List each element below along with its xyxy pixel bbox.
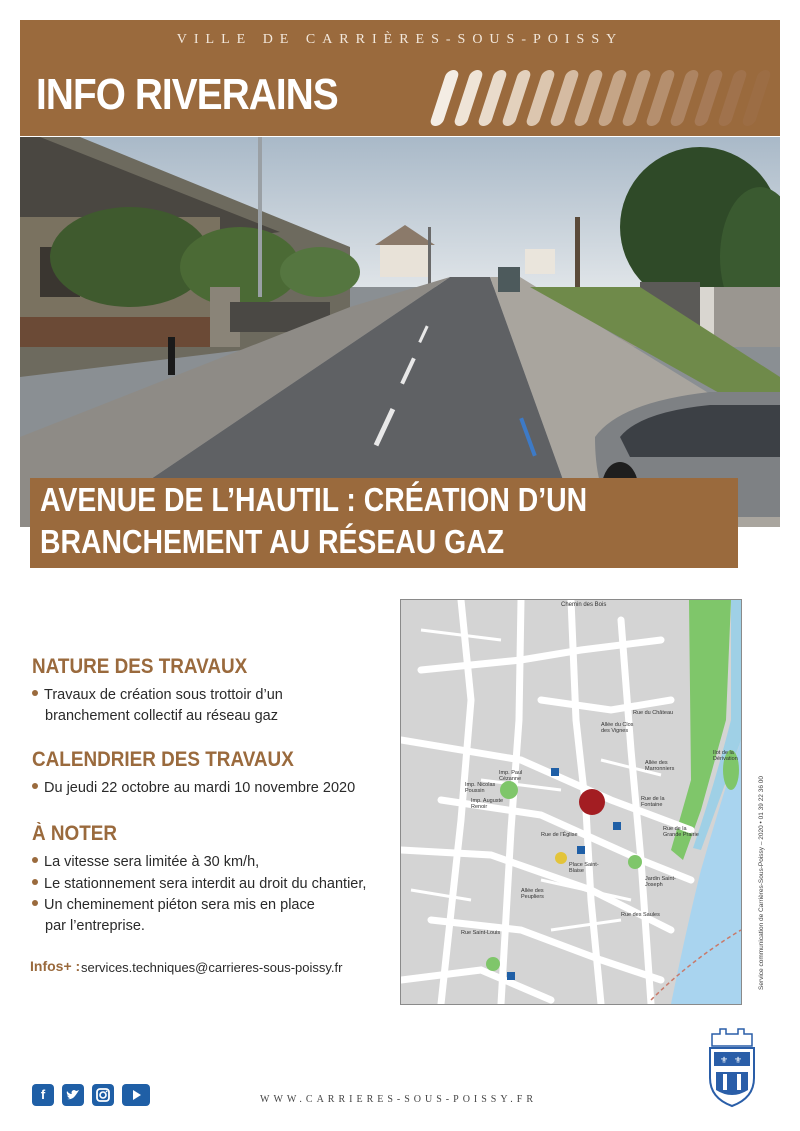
city-name: VILLE DE CARRIÈRES-SOUS-POISSY <box>176 32 624 47</box>
bullet-dot <box>32 783 38 789</box>
street-photo <box>20 137 780 527</box>
infos-label: Infos+ : <box>30 958 81 974</box>
parking-note: Le stationnement sera interdit au droit du chantier, <box>44 876 367 892</box>
map-label-7: Place Saint-Blaise <box>569 862 599 874</box>
nature-heading: NATURE DES TRAVAUX <box>32 655 248 678</box>
map-label-12: Rue de l'Église <box>541 832 578 838</box>
info-riverains-title: INFO RIVERAINS <box>36 70 338 119</box>
map-label-1: Allée du Clos des Vignes <box>601 722 634 734</box>
calendar-heading: CALENDRIER DES TRAVAUX <box>32 748 294 771</box>
city-crest-logo <box>706 1026 758 1108</box>
decorative-stripes <box>420 66 780 128</box>
svg-text:⚜: ⚜ <box>734 1056 743 1066</box>
headline-box <box>30 478 738 568</box>
headline-line-1: AVENUE DE L’HAUTIL : CRÉATION D’UN <box>40 481 588 518</box>
calendar-dates: Du jeudi 22 octobre au mardi 10 novembre 2020 <box>44 780 356 796</box>
header-banner <box>20 20 780 136</box>
youtube-icon[interactable] <box>122 1084 150 1106</box>
bullet-dot <box>32 879 38 885</box>
bullet-dot <box>32 900 38 906</box>
nature-bullet <box>32 687 283 703</box>
map-label-5: Allée des Marronniers <box>645 760 675 772</box>
headline-line-2: BRANCHEMENT AU RÉSEAU GAZ <box>40 523 505 560</box>
notes-bullet-1 <box>32 854 259 870</box>
location-map[interactable] <box>400 599 742 1005</box>
map-label-14: Rue Saint-Louis <box>461 930 501 936</box>
bullet-dot <box>32 857 38 863</box>
facebook-icon[interactable]: f <box>32 1084 54 1106</box>
map-label-15: Ilot de la Dérivation <box>713 750 738 762</box>
map-label-6: Rue de la Fontaine <box>641 796 665 808</box>
bullet-dot <box>32 690 38 696</box>
pedestrian-note-cont: par l’entreprise. <box>45 918 145 934</box>
speed-limit-note: La vitesse sera limitée à 30 km/h, <box>44 854 260 870</box>
communication-credit: Service communication de Carrières-Sous-Poissy – 2020 • 01 39 22 36 00 <box>758 776 765 990</box>
map-label-3: Imp. Nicolas Poussin <box>465 782 496 794</box>
notes-heading: À NOTER <box>32 822 118 845</box>
instagram-icon[interactable] <box>92 1084 114 1106</box>
map-label-8: Jardin Saint-Joseph <box>645 876 676 888</box>
infos-email-link[interactable]: services.techniques@carrieres-sous-poissy.fr <box>81 960 343 975</box>
map-label-13: Rue de la Grande Prairie <box>663 826 699 838</box>
map-label-4: Imp. Auguste Renoir <box>471 798 504 810</box>
map-label-2: Imp. Paul Cézanne <box>499 770 523 782</box>
calendar-bullet <box>32 780 355 796</box>
map-label-10: Allée des Peupliers <box>521 888 544 900</box>
map-label-11: Rue du Château <box>633 710 674 716</box>
website-url[interactable]: WWW.CARRIERES-SOUS-POISSY.FR <box>260 1094 538 1105</box>
twitter-icon[interactable] <box>62 1084 84 1106</box>
map-label-0: Chemin des Bois <box>561 602 607 608</box>
map-label-9: Rue des Saules <box>621 912 660 918</box>
notes-bullet-2 <box>32 876 366 892</box>
nature-line-2: branchement collectif au réseau gaz <box>45 708 278 724</box>
pedestrian-note: Un cheminement piéton sera mis en place <box>44 897 315 913</box>
svg-text:⚜: ⚜ <box>720 1056 729 1066</box>
notes-bullet-3 <box>32 897 315 913</box>
nature-line-1: Travaux de création sous trottoir d’un <box>44 687 283 703</box>
